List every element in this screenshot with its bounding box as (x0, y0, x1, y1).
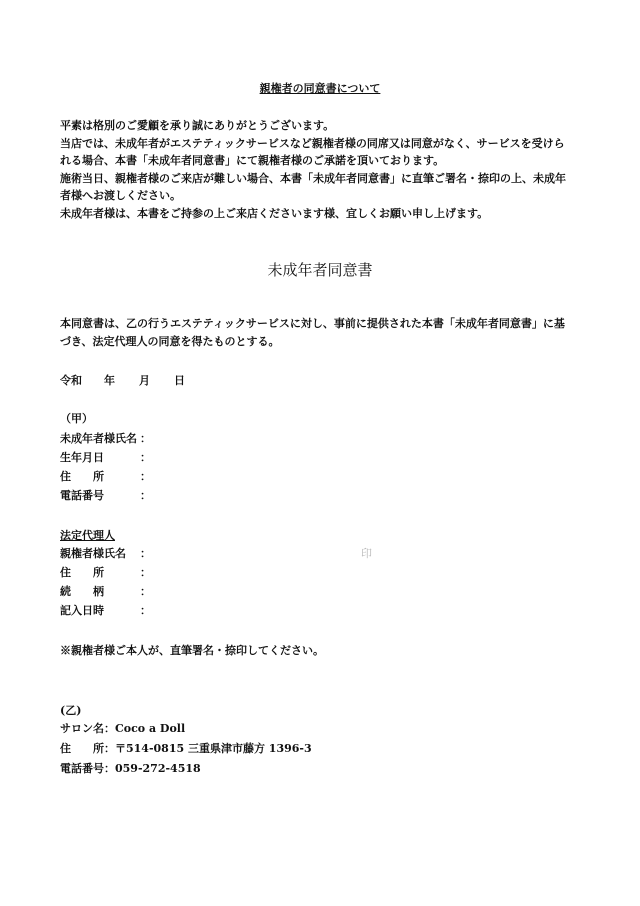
salon-name: サロン名：Coco a Doll (60, 722, 186, 735)
notice-line: 当店では、未成年者がエステティックサービスなど親権者様の同席又は同意がなく、サービスを受けら (60, 136, 565, 150)
date-era: 令和 (60, 374, 82, 387)
field-label: 未成年者様氏名 (60, 432, 137, 445)
notice-line: 施術当日、親権者様のご来店が難しい場合、本書「未成年者同意書」に直筆ご署名・捺印の上、未成年 (60, 171, 566, 185)
notice-heading: 親権者の同意書について (259, 82, 381, 95)
field-colon: ： (140, 547, 151, 560)
consent-statement (60, 315, 565, 350)
field-colon: ： (140, 470, 151, 483)
date-year: 年 (104, 374, 115, 387)
seal-mark: 印 (361, 547, 372, 560)
field-label: 記入日時 (60, 604, 104, 617)
date-day: 日 (174, 374, 185, 387)
field-colon: ： (140, 451, 151, 464)
date-month: 月 (139, 374, 150, 387)
field-label: 生年月日 (60, 451, 104, 464)
field-label: 親権者様氏名 (60, 547, 126, 560)
notice-line: 者様へお渡しください。 (60, 189, 181, 202)
field-label: 住 所 (60, 470, 104, 483)
signature-note: ※親権者様ご本人が、直筆署名・捺印してください。 (60, 644, 324, 657)
party-b-heading: (乙) (60, 704, 82, 717)
notice-line: 未成年者様は、本書をご持参の上ご来店くださいます様、宜しくお願い申し上げます。 (60, 206, 489, 220)
statement-line: づき、法定代理人の同意を得たものとする。 (60, 334, 280, 348)
salon-phone: 電話番号：059-272-4518 (60, 762, 201, 775)
salon-address: 住 所：〒514-0815 三重県津市藤方 1396-3 (60, 742, 312, 755)
field-colon: ： (140, 604, 151, 617)
notice-line: れる場合、本書「未成年者同意書」にて親権者様のご承諾を頂いております。 (60, 154, 445, 167)
field-colon: ： (140, 432, 151, 445)
field-label: 続 柄 (60, 585, 104, 598)
field-colon: ： (140, 585, 151, 598)
guardian-heading: 法定代理人 (60, 529, 115, 542)
field-colon: ： (140, 566, 151, 579)
notice-line: 平素は格別のご愛顧を承り誠にありがとうございます。 (60, 119, 335, 132)
notice-body (60, 117, 588, 222)
statement-line: 本同意書は、乙の行うエステティックサービスに対し、事前に提供された本書「未成年者同意書」に基 (60, 317, 565, 330)
party-a-heading: （甲） (60, 412, 93, 425)
field-label: 住 所 (60, 566, 104, 579)
form-title: 未成年者同意書 (267, 261, 373, 279)
field-colon: ： (140, 489, 151, 502)
field-label: 電話番号 (60, 489, 104, 502)
